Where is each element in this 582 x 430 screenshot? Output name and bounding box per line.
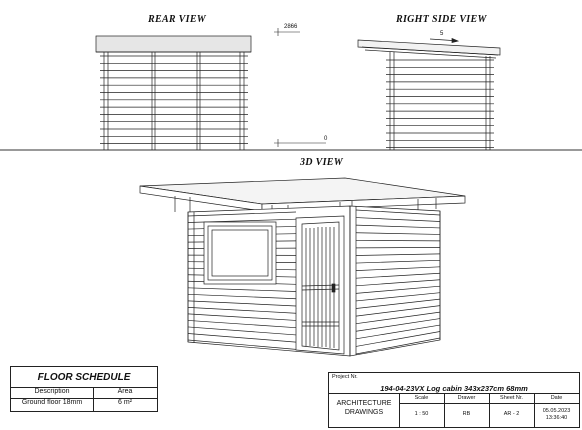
- rear-view-drawing: [96, 36, 251, 150]
- drawing-type-line-2: DRAWINGS: [344, 409, 384, 416]
- title-block-divider: [329, 393, 579, 394]
- height-dimension-label: 2866: [284, 24, 298, 30]
- scale-header: Scale: [414, 395, 429, 401]
- drawer-value: RB: [462, 411, 471, 417]
- sheet-number-value: AR - 2: [503, 411, 520, 417]
- rear-view-title: REAR VIEW: [148, 14, 207, 25]
- floor-schedule-header-area: Area: [117, 388, 133, 395]
- 3d-view-drawing: [140, 178, 465, 356]
- floor-schedule-area: 6 m²: [118, 399, 132, 406]
- floor-schedule-row: [11, 398, 157, 409]
- date-header: Date: [550, 395, 563, 401]
- right-side-view-title: RIGHT SIDE VIEW: [396, 14, 487, 25]
- title-block: [328, 372, 580, 428]
- floor-schedule-table: [10, 366, 158, 412]
- sheet-number-header: Sheet Nr.: [500, 395, 523, 401]
- floor-schedule-title: FLOOR SCHEDULE: [11, 367, 157, 388]
- project-title: 194-04-23VX Log cabin 343x237cm 68mm: [380, 384, 528, 393]
- date-value: 05.05.2023 13:36:40: [542, 408, 571, 421]
- scale-value: 1 : 50: [414, 411, 429, 417]
- floor-schedule-header-description: Description: [34, 388, 70, 395]
- floor-schedule-description: Ground floor 18mm: [21, 399, 83, 406]
- drawing-type-line-1: ARCHITECTURE: [336, 400, 392, 407]
- project-number-label: Project Nr.: [332, 374, 358, 380]
- right-side-view-drawing: [358, 39, 500, 151]
- 3d-view-title: 3D VIEW: [300, 157, 343, 168]
- zero-dimension-label: 0: [324, 136, 328, 142]
- drawing-type-label: [329, 399, 399, 417]
- drawer-header: Drawer: [457, 395, 476, 401]
- height-dimension-mark: [274, 28, 326, 147]
- slope-label: 5: [440, 31, 444, 37]
